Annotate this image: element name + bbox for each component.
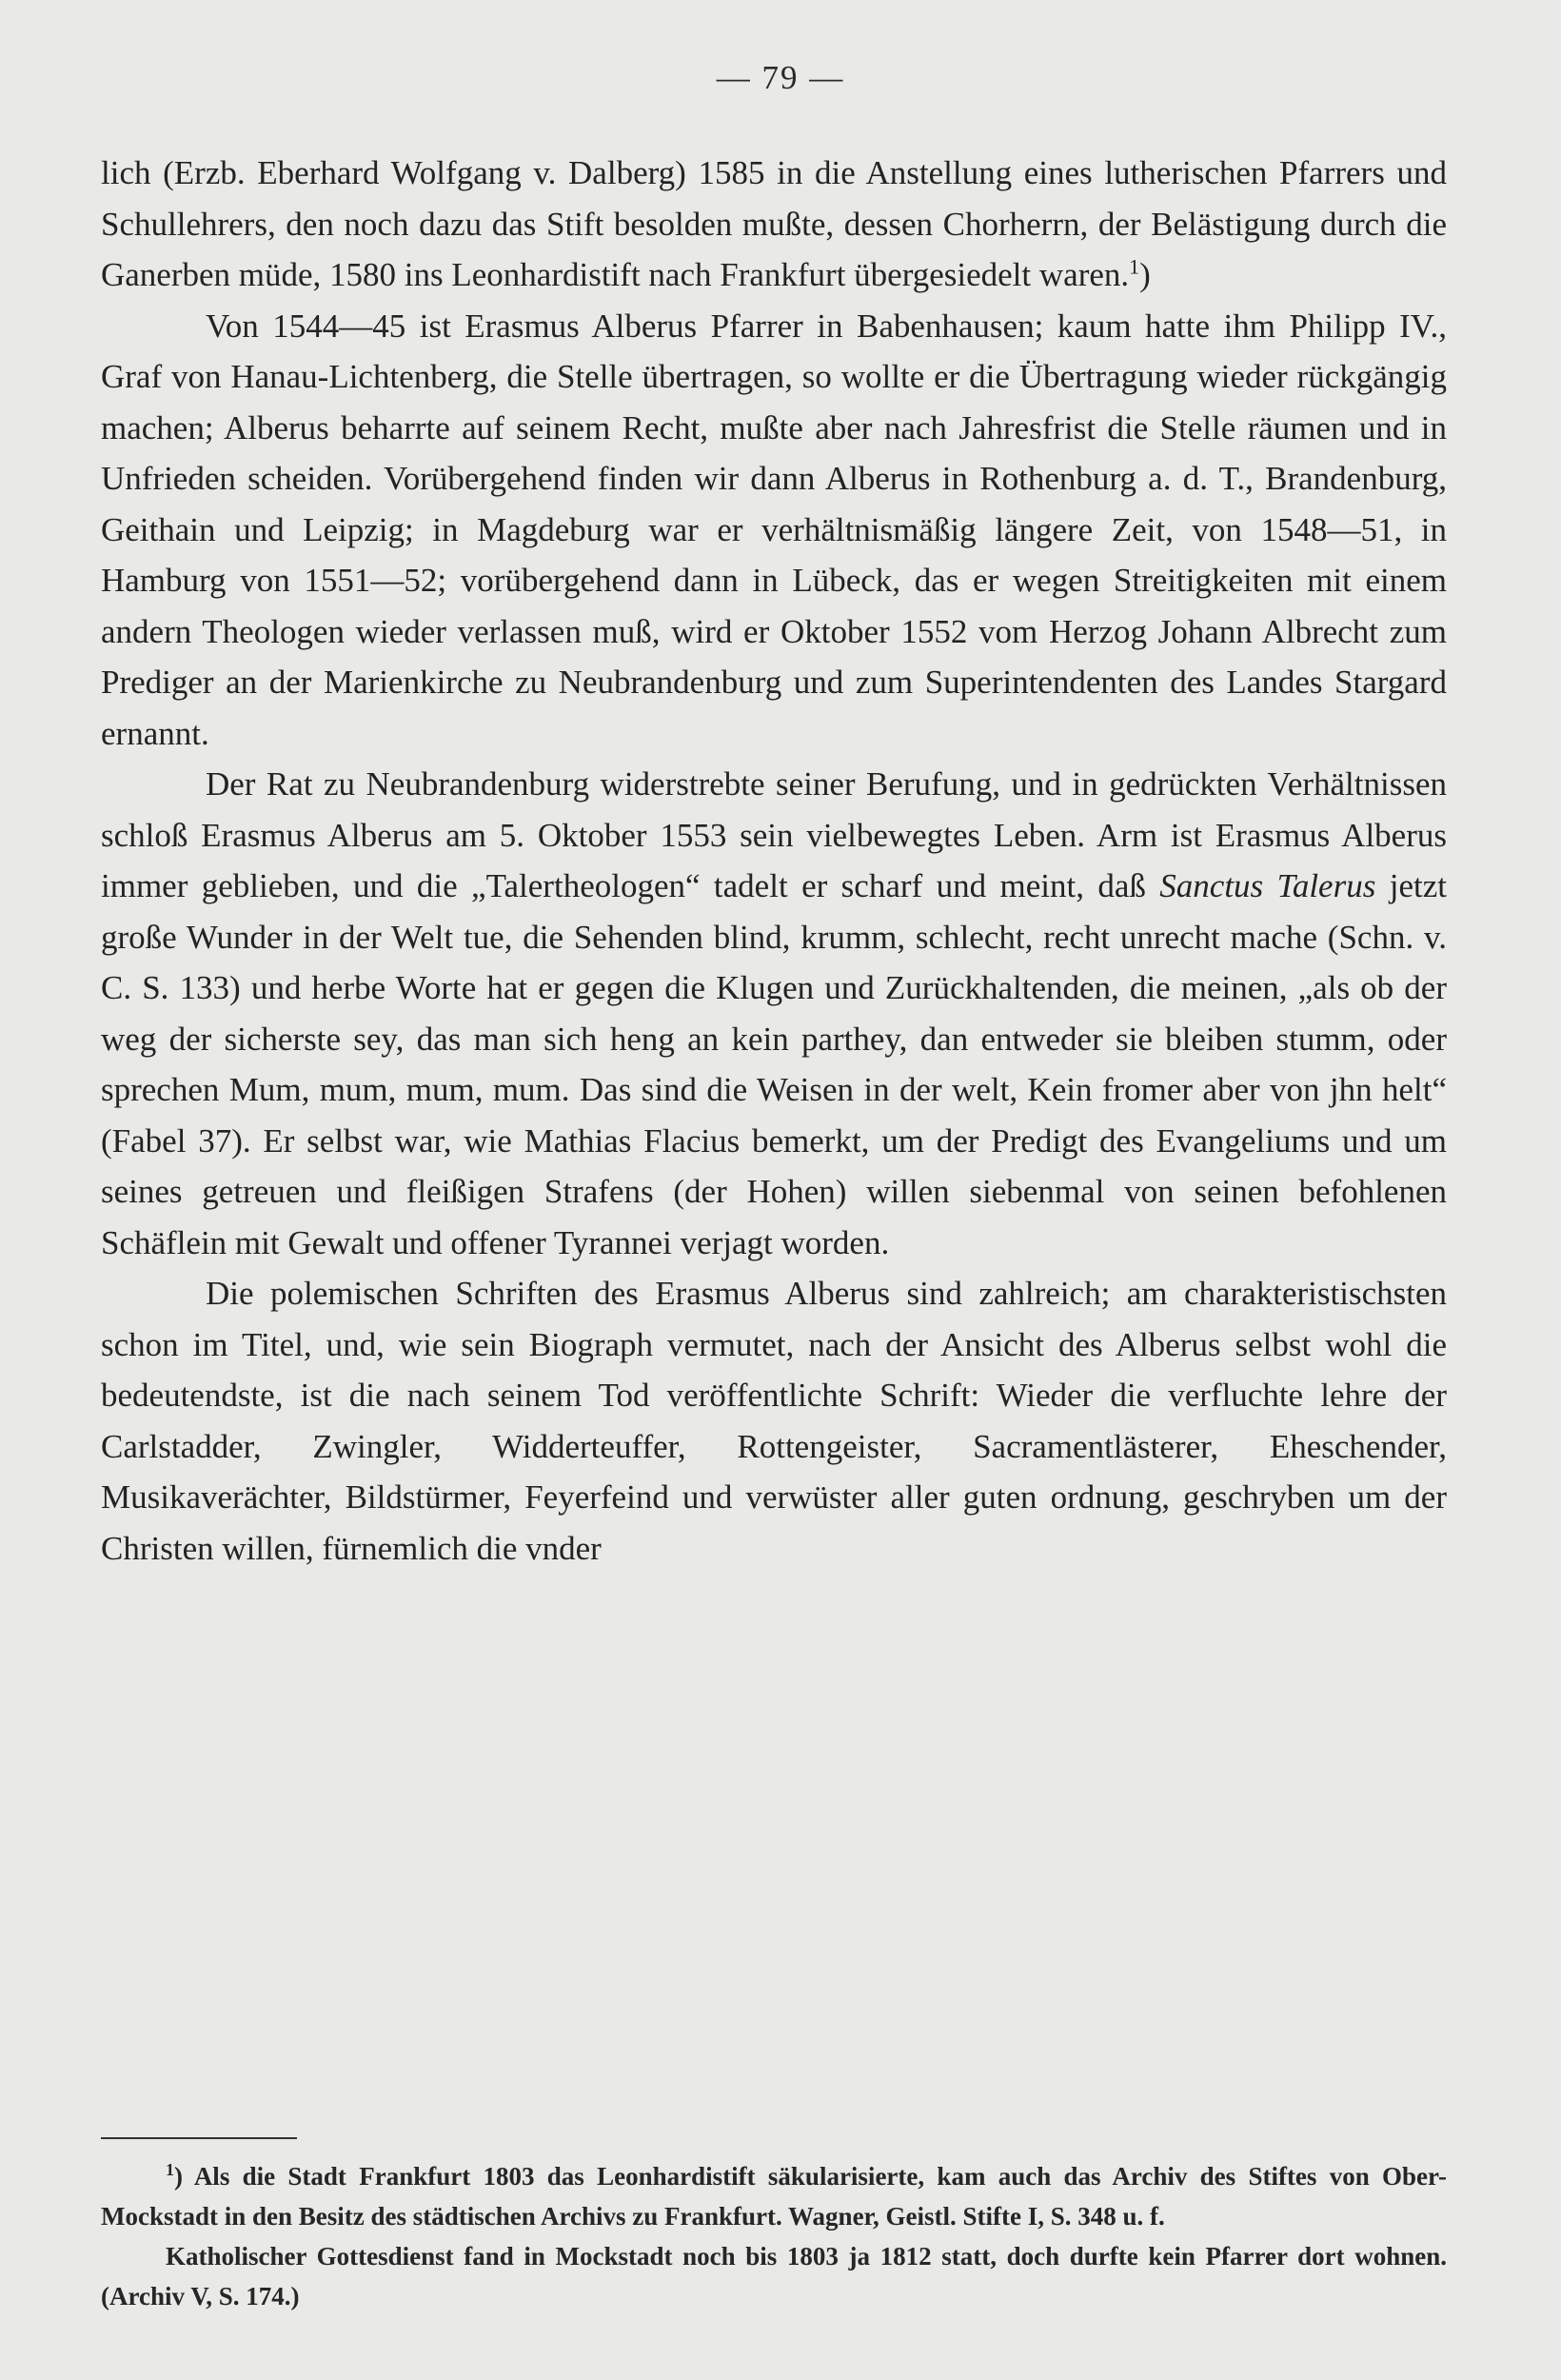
paragraph-1-text: lich (Erzb. Eberhard Wolfgang v. Dalberg) 1585 in die Anstellung eines lutherischen Pfarrers und Schullehrers, den noch dazu das Stift besolden mußte, dessen Chorherrn, der Belästigung durch die Ganerben müde, 1580 ins Leonhardistift nach Frankfurt übergesiedelt waren. [101,154,1447,293]
footnote-reference-close: ) [1139,256,1151,293]
paragraph-3 [101,759,1447,1268]
page-number: — 79 — [716,59,845,96]
paragraph-3-italic: Sanctus Talerus [1159,867,1376,904]
paragraph-3-text-a: Der Rat zu Neubrandenburg widerstrebte seiner Berufung, und in gedrückten Verhältnissen schloß Erasmus Alberus am 5. Oktober 1553 sein vielbewegtes Leben. Arm ist Erasmus Alberus immer geblieben, und die „Talertheologen“ tadelt er scharf und meint, daß [101,765,1447,904]
main-text [101,148,1447,1574]
footnote-divider [101,2137,297,2139]
paragraph-3-text-b: jetzt große Wunder in der Welt tue, die Sehenden blind, krumm, schlecht, recht unrecht mache (Schn. v. C. S. 133) und herbe Worte hat er gegen die Klugen und Zurückhaltenden, die meinen, „als ob der weg der sicherste sey, das man sich heng an kein parthey, dan entweder sie bleiben stumm, oder sprechen Mum, mum, mum, mum. Das sind die Weisen in der welt, Kein fromer aber von jhn helt“ (Fabel 37). Er selbst war, wie Mathias Flacius bemerkt, um der Predigt des Evangeliums und um seines getreuen und fleißigen Strafens (der Hohen) willen siebenmal von seinen befohlenen Schäflein mit Gewalt und offener Tyrannei verjagt worden. [101,867,1447,1261]
footnote-1-marker: 1 [166,2160,174,2179]
footnote-reference-1[interactable]: 1 [1129,254,1140,279]
footnote-2: Katholischer Gottesdienst fand in Mockstadt noch bis 1803 ja 1812 statt, doch durfte kein Pfarrer dort wohnen. (Archiv V, S. 174.) [101,2242,1447,2311]
footnote-1-marker-close: ) [174,2162,183,2191]
paragraph-1 [101,148,1447,301]
footnote-1 [101,2156,1447,2236]
footnote-1-text: Als die Stadt Frankfurt 1803 das Leonhardistift säkularisierte, kam auch das Archiv des Stiftes von Ober-Mockstadt in den Besitz des städtischen Archivs zu Frankfurt. Wagner, Geistl. Stifte I, S. 348 u. f. [101,2162,1448,2231]
footnotes [101,2156,1447,2316]
paragraph-2: Von 1544—45 ist Erasmus Alberus Pfarrer in Babenhausen; kaum hatte ihm Philipp IV., Graf von Hanau-Lichtenberg, die Stelle übertragen, so wollte er die Übertragung wieder rückgängig machen; Alberus beharrte auf seinem Recht, mußte aber nach Jahresfrist die Stelle räumen und in Unfrieden scheiden. Vorübergehend finden wir dann Alberus in Rothenburg a. d. T., Brandenburg, Geithain und Leipzig; in Magdeburg war er verhältnismäßig längere Zeit, von 1548—51, in Hamburg von 1551—52; vorübergehend dann in Lübeck, das er wegen Streitigkeiten mit einem andern Theologen wieder verlassen muß, wird er Oktober 1552 vom Herzog Johann Albrecht zum Prediger an der Marienkirche zu Neubrandenburg und zum Superintendenten des Landes Stargard ernannt. [101,307,1447,752]
paragraph-4: Die polemischen Schriften des Erasmus Alberus sind zahlreich; am charakteristischsten schon im Titel, und, wie sein Biograph vermutet, nach der Ansicht des Alberus selbst wohl die bedeutendste, ist die nach seinem Tod veröffentlichte Schrift: Wieder die verfluchte lehre der Carlstadder, Zwingler, Widderteuffer, Rottengeister, Sacramentlästerer, Eheschender, Musikaverächter, Bildstürmer, Feyerfeind und verwüster aller guten ordnung, geschryben um der Christen willen, fürnemlich die vnder [101,1275,1447,1567]
